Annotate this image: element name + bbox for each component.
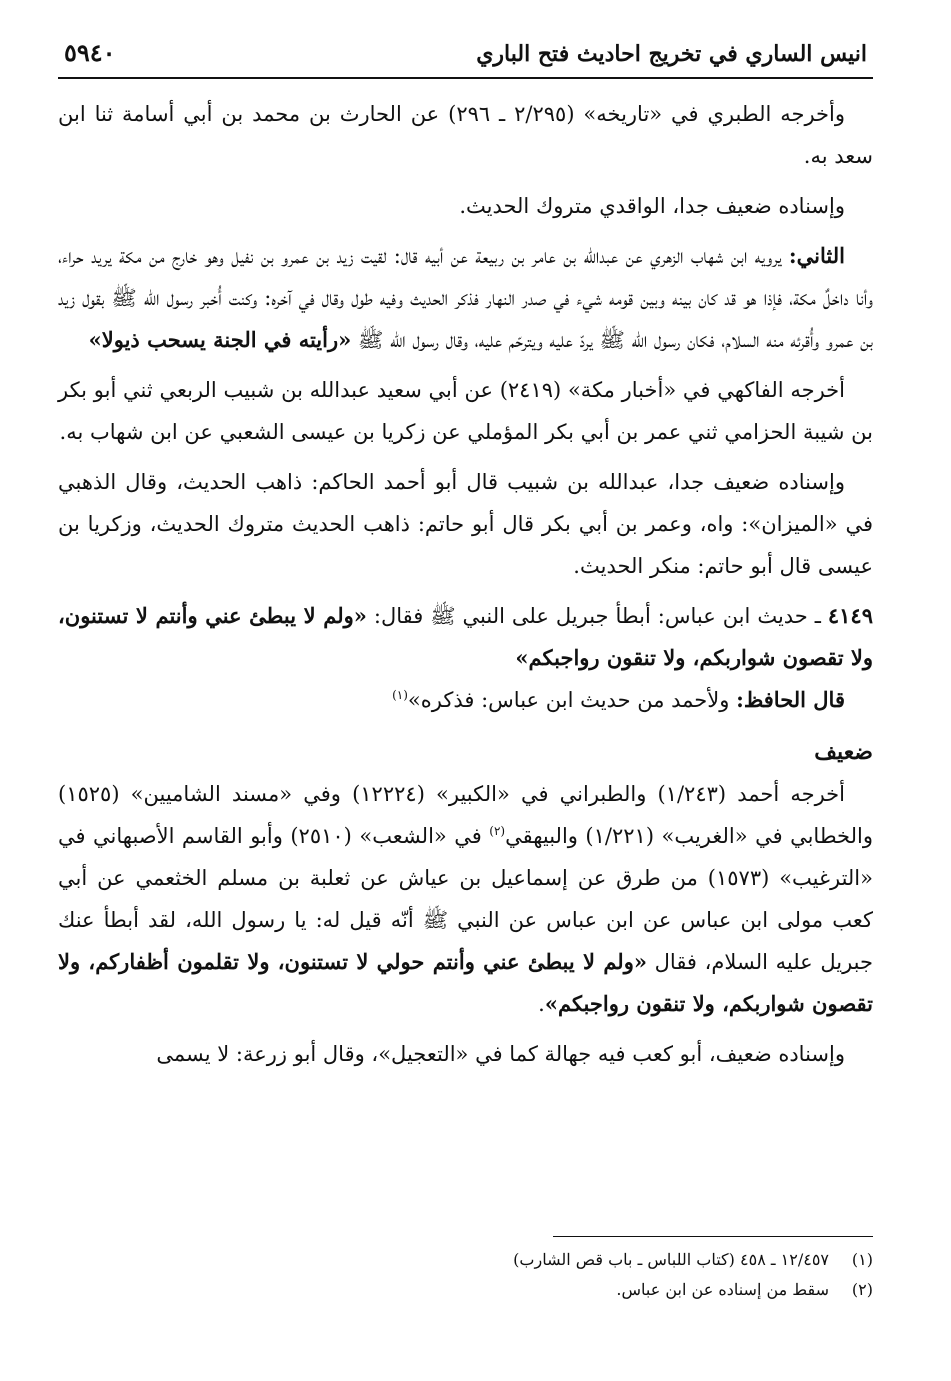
hadith-quote: «ولم لا يبطئ عني وأنتم حولي لا تستنون، ولا تقلمون أظفاركم، ولا تقصون شواربكم، ولا تنقون رواجبكم» bbox=[58, 949, 873, 1016]
paragraph-text: وأخرجه الطبري في «تاريخه» (٢/٢٩٥ ـ ٢٩٦) عن الحارث بن محمد بن أبي أسامة ثنا ابن سعد به. bbox=[58, 102, 873, 168]
paragraph-1 bbox=[58, 93, 873, 177]
grade-heading: ضعيف bbox=[814, 739, 873, 765]
paragraph-text: يرويه ابن شهاب الزهري عن عبدالله بن عامر بن ربيعة عن أبيه قال: لقيت زيد بن عمرو بن نفيل وهو خارج من مكة يريد حراء، وأنا داخلٌ مكة، فإذا هو قد كان بينه وبين قومه شيء في صدر النهار فذكر الحديث وفيه طول وقال في آخره: وكنت أُخبر رسول الله ﷺ بقول زيد بن عمرو وأُقرئه منه السلام، فكان رسول الله ﷺ يردّ عليه ويترحّم عليه، وقال رسول الله ﷺ bbox=[58, 244, 873, 352]
footnote-ref-1[interactable]: (١) bbox=[392, 688, 408, 702]
footnote-number: (١) bbox=[851, 1250, 873, 1269]
page-number: ٥٩٤٠ bbox=[64, 38, 116, 67]
body-text bbox=[58, 93, 873, 1075]
hafiz-label: قال الحافظ: bbox=[736, 687, 845, 712]
hadith-entry bbox=[58, 595, 873, 679]
footnote-ref-2[interactable]: (٢) bbox=[489, 824, 506, 838]
section-label-second: الثاني: bbox=[788, 243, 845, 268]
paragraph-text: وإسناده ضعيف، أبو كعب فيه جهالة كما في «التعجيل»، وقال أبو زرعة: لا يسمى bbox=[156, 1042, 845, 1066]
footnote-text: سقط من إسناده عن ابن عباس. bbox=[616, 1280, 829, 1299]
paragraph-text: وإسناده ضعيف جدا، عبدالله بن شبيب قال أبو أحمد الحاكم: ذاهب الحديث، وقال الذهبي في «الميزان»: واه، وعمر بن أبي بكر قال أبو حاتم: ذاهب الحديث متروك الحديث، وزكريا بن عيسى قال أبو حاتم: منكر الحديث. bbox=[58, 470, 873, 578]
paragraph-text: وإسناده ضعيف جدا، الواقدي متروك الحديث. bbox=[459, 194, 845, 218]
footnote-1 bbox=[58, 1245, 873, 1275]
paragraph-text: في «الشعب» (٢٥١٠) وأبو القاسم الأصبهاني في «الترغيب» (١٥٧٣) من طرق عن إسماعيل بن عياش عن ثعلبة بن مسلم الخثعمي عن أبي كعب مولى ابن عباس عن ابن عباس عن النبي ﷺ أنّه قيل له: يا رسول الله، لقد أبطأ عنك جبريل عليه السلام، فقال bbox=[58, 824, 874, 974]
footnote-text: ١٢/٤٥٧ ـ ٤٥٨ (كتاب اللباس ـ باب قص الشارب) bbox=[513, 1250, 829, 1269]
footnote-number: (٢) bbox=[851, 1280, 873, 1299]
paragraph-text: أخرجه أحمد (١/٢٤٣) والطبراني في «الكبير» (١٢٢٢٤) وفي «مسند الشاميين» (١٥٢٥) والخطابي في «الغريب» (١/٢٢١) والبيهقي bbox=[58, 782, 873, 848]
paragraph-2 bbox=[58, 185, 873, 227]
hadith-quote: «ولم لا يبطئ عني وأنتم لا تستنون، ولا تقصون شواربكم، ولا تنقون رواجبكم» bbox=[58, 603, 873, 670]
footnote-2 bbox=[58, 1275, 873, 1305]
paragraph-3 bbox=[58, 235, 873, 361]
paragraph-5 bbox=[58, 461, 873, 587]
hadith-quote: «رأيته في الجنة يسحب ذيولا» bbox=[88, 327, 352, 352]
paragraph-hafiz bbox=[58, 679, 873, 721]
page-header bbox=[58, 38, 873, 79]
paragraph-text: أخرجه الفاكهي في «أخبار مكة» (٢٤١٩) عن أبي سعيد عبدالله بن شبيب الربعي ثني أبو بكر بن شيبة الحزامي ثني عمر بن أبي بكر المؤملي عن زكريا بن عيسى الشعبي عن ابن شهاب به. bbox=[58, 378, 873, 444]
paragraph-text: ولأحمد من حديث ابن عباس: فذكره» bbox=[407, 688, 737, 712]
paragraph-4 bbox=[58, 369, 873, 453]
paragraph-text: ـ حديث ابن عباس: أبطأ جبريل على النبي ﷺ فقال: bbox=[366, 604, 828, 628]
footnotes bbox=[58, 1236, 873, 1305]
paragraph-8 bbox=[58, 773, 873, 1025]
paragraph-9 bbox=[58, 1033, 873, 1075]
book-title: انيس الساري في تخريج احاديث فتح الباري bbox=[476, 41, 867, 67]
paragraph-text: . bbox=[538, 992, 545, 1016]
hadith-number: ٤١٤٩ bbox=[827, 603, 873, 628]
footnote-divider bbox=[553, 1236, 873, 1237]
